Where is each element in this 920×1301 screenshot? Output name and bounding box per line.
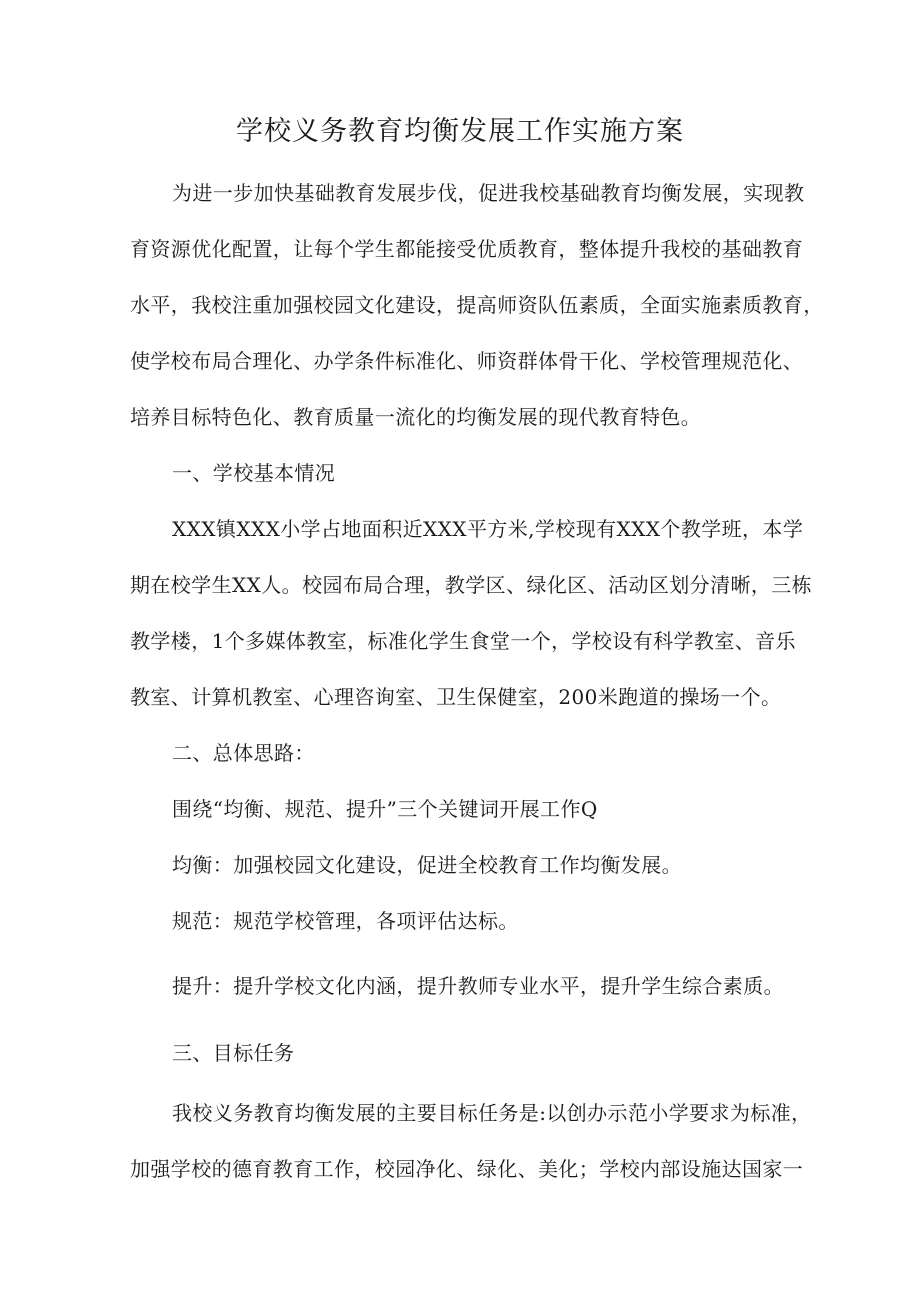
paragraph-line: 提升：提升学校文化内涵，提升教师专业水平，提升学生综合素质。 xyxy=(172,974,784,998)
paragraph-line: 教学楼，1个多媒体教室，标准化学生食堂一个，学校设有科学教室、音乐 xyxy=(130,629,796,653)
paragraph-line: 规范：规范学校管理，各项评估达标。 xyxy=(172,909,519,933)
paragraph-line: 围绕“均衡、规范、提升”三个关键词开展工作Q xyxy=(172,797,598,821)
paragraph-line: 期在校学生XX人。校园布局合理，教学区、绿化区、活动区划分清晰，三栋 xyxy=(130,573,813,597)
section-heading: 一、学校基本情况 xyxy=(172,461,336,485)
paragraph-line: 均衡：加强校园文化建设，促进全校教育工作均衡发展。 xyxy=(172,853,682,877)
paragraph-line: 培养目标特色化、教育质量一流化的均衡发展的现代教育特色。 xyxy=(130,405,702,429)
section-heading: 三、目标任务 xyxy=(172,1041,295,1065)
paragraph-line: 加强学校的德育教育工作，校园净化、绿化、美化；学校内部设施达国家一 xyxy=(130,1157,804,1181)
paragraph-line: XXX镇XXX小学占地面积近XXX平方米,学校现有XXX个教学班，本学 xyxy=(172,517,804,541)
paragraph-line: 教室、计算机教室、心理咨询室、卫生保健室，200米跑道的操场一个。 xyxy=(130,685,782,709)
paragraph-line: 育资源优化配置，让每个学生都能接受优质教育，整体提升我校的基础教育 xyxy=(130,237,804,261)
paragraph-line: 为进一步加快基础教育发展步伐，促进我校基础教育均衡发展，实现教 xyxy=(172,181,805,205)
paragraph-line: 使学校布局合理化、办学条件标准化、师资群体骨干化、学校管理规范化、 xyxy=(130,349,804,373)
paragraph-line: 水平，我校注重加强校园文化建设，提高师资队伍素质，全面实施素质教育， xyxy=(130,293,824,317)
section-heading: 二、总体思路： xyxy=(172,741,315,765)
paragraph-line: 我校义务教育均衡发展的主要目标任务是:以创办示范小学要求为标准， xyxy=(172,1101,812,1125)
document-title: 学校义务教育均衡发展工作实施方案 xyxy=(236,116,684,147)
